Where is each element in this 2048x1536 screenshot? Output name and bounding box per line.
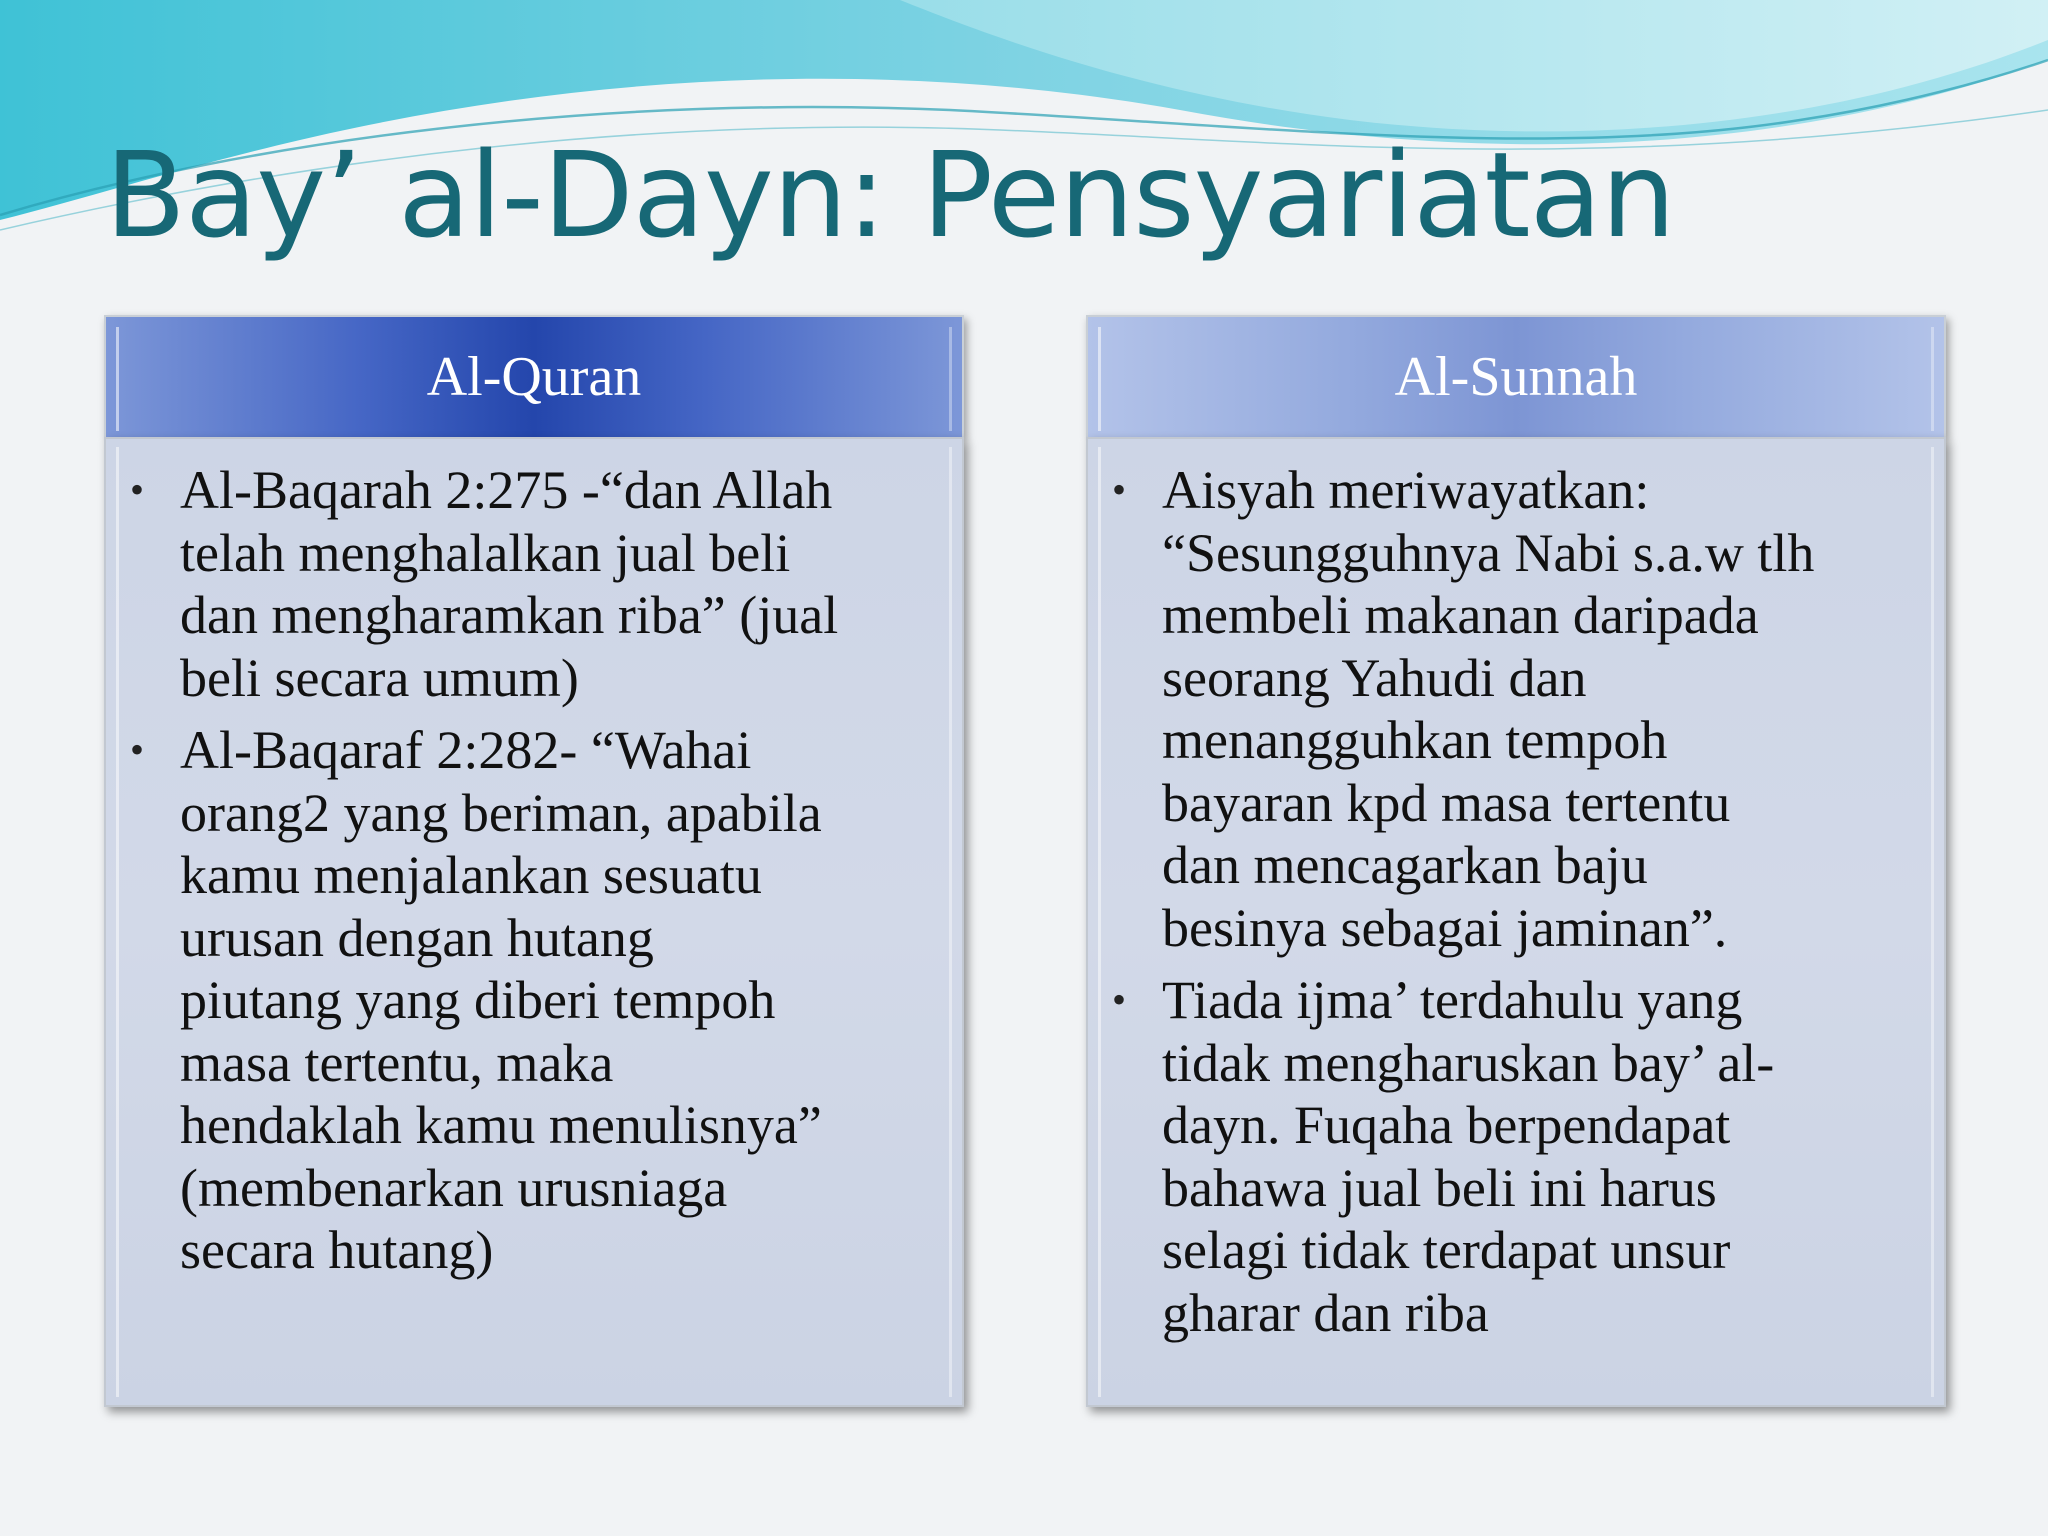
text-line: bahawa jual beli ini harus [1162,1157,1717,1218]
list-item [130,459,952,709]
text-line: dayn. Fuqaha berpendapat [1162,1095,1731,1155]
text-line: telah menghalalkan jual beli [180,522,791,583]
text-line: piutang yang diberi tempoh [180,970,776,1030]
text-line: beli secara umum) [180,647,579,708]
text-line: hendaklah kamu menulisnya” [180,1095,822,1155]
text-line: Al-Baqarah 2:275 -“dan Allah [180,460,833,520]
quran-column [104,315,964,1407]
text-line: Aisyah meriwayatkan: [1162,460,1650,520]
text-line: dan mencagarkan baju [1162,835,1648,895]
list-item [1112,459,1934,959]
text-line: kamu menjalankan sesuatu [180,845,762,905]
text-line: menangguhkan tempoh [1162,710,1668,770]
text-line: tidak mengharuskan bay’ al- [1162,1032,1775,1093]
list-item [130,719,952,1282]
quran-bullet-list [106,439,962,1282]
text-line: masa tertentu, maka [180,1032,614,1093]
text-line: Tiada ijma’ terdahulu yang [1162,970,1743,1030]
text-line: gharar dan riba [1162,1282,1489,1343]
bullet-icon: • [130,467,145,512]
text-line: Al-Baqaraf 2:282- “Wahai [180,720,752,780]
sunnah-bullet-list [1088,439,1944,1344]
quran-header-label: Al-Quran [426,346,642,408]
text-line: (membenarkan urusniaga [180,1157,728,1218]
text-line: secara hutang) [180,1220,494,1280]
text-line: bayaran kpd masa tertentu [1162,772,1731,833]
quran-column-header [104,315,964,437]
text-line: selagi tidak terdapat unsur [1162,1220,1731,1280]
text-line: membeli makanan daripada [1162,585,1759,645]
slide-title: Bay’ al-Dayn: Pensyariatan [105,126,1675,264]
bullet-icon: • [130,727,145,772]
list-item [1112,969,1934,1344]
sunnah-column-header [1086,315,1946,437]
text-line: urusan dengan hutang [180,907,654,968]
sunnah-column-body [1086,437,1946,1407]
bullet-icon: • [1112,467,1127,512]
text-line: besinya sebagai jaminan”. [1162,897,1728,958]
text-line: dan mengharamkan riba” (jual [180,585,839,645]
sunnah-column [1086,315,1946,1407]
quran-column-body [104,437,964,1407]
text-line: orang2 yang beriman, apabila [180,782,822,843]
bullet-icon: • [1112,977,1127,1022]
sunnah-header-label: Al-Sunnah [1394,346,1638,408]
text-line: seorang Yahudi dan [1162,647,1587,708]
text-line: “Sesungguhnya Nabi s.a.w tlh [1162,522,1815,583]
